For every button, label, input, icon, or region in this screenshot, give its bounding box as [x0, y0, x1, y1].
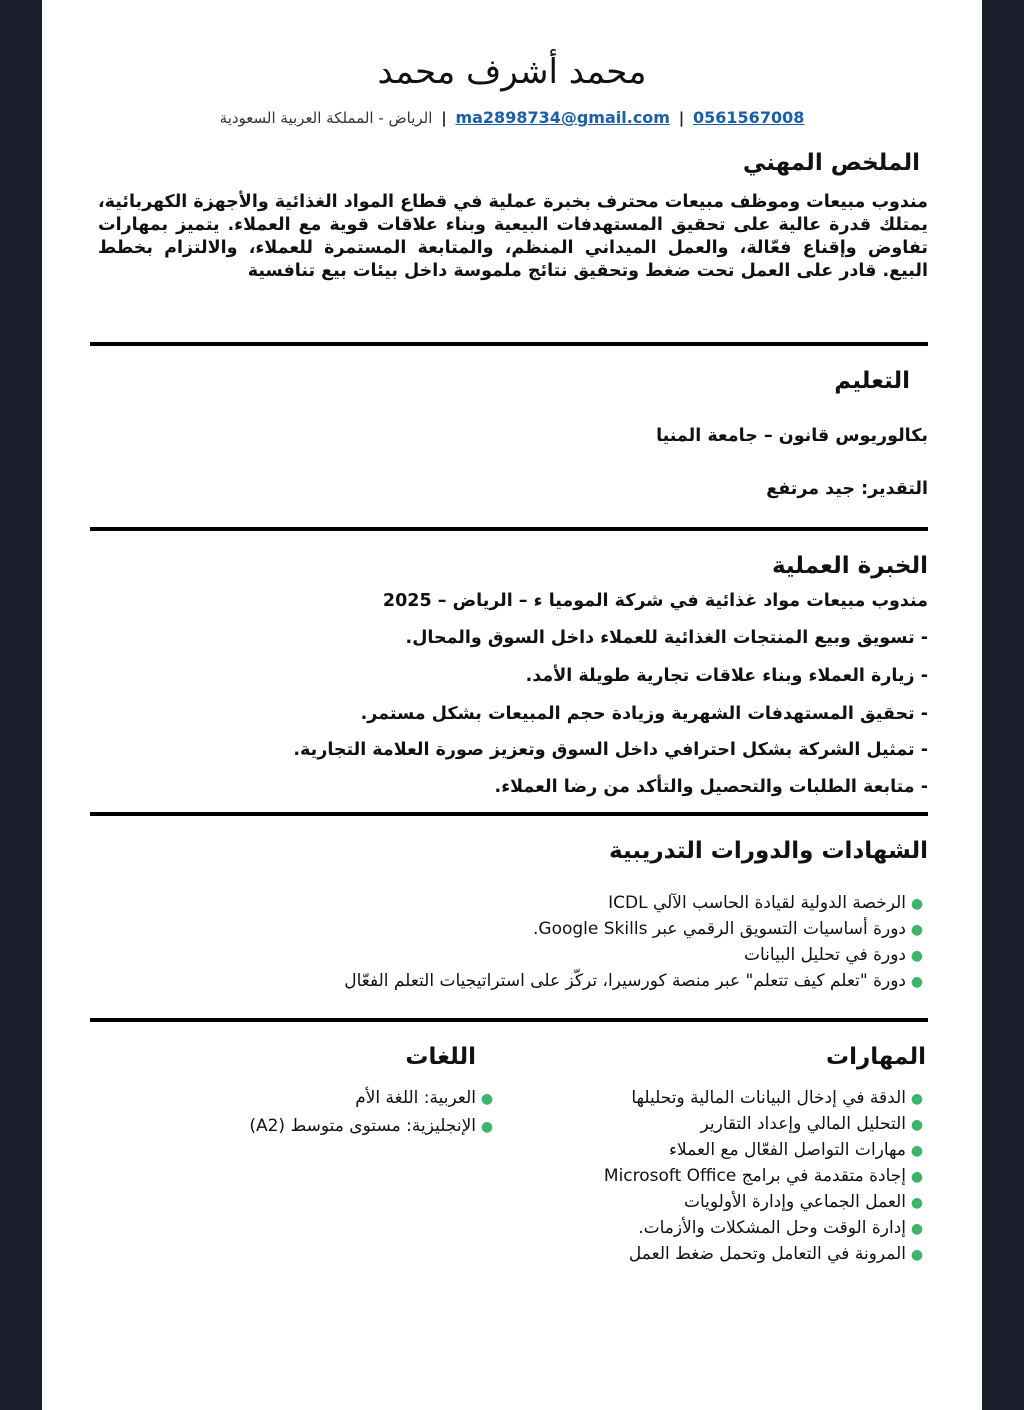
education-grade: التقدير: جيد مرتفع: [766, 479, 928, 499]
education-degree: بكالوريوس قانون – جامعة المنيا: [656, 426, 928, 446]
list-item: ●مهارات التواصل الفعّال مع العملاء: [604, 1140, 928, 1166]
list-item: ●العربية: اللغة الأم: [249, 1088, 498, 1116]
bullet-dot-icon: ●: [910, 922, 924, 938]
bullet-dot-icon: ●: [480, 1091, 494, 1107]
bullet-dot-icon: ●: [910, 1195, 924, 1211]
full-name: محمد أشرف محمد: [377, 52, 647, 92]
section-divider: [90, 812, 928, 816]
bullet-dot-icon: ●: [910, 1247, 924, 1263]
list-item: ●الإنجليزية: مستوى متوسط (A2): [249, 1116, 498, 1144]
location-text: الرياض - المملكة العربية السعودية: [219, 109, 433, 127]
experience-job-title: مندوب مبيعات مواد غذائية في شركة الموميا ء – الرياض – 2025: [382, 591, 928, 611]
experience-item: - تسويق وبيع المنتجات الغذائية للعملاء داخل السوق والمحال.: [405, 628, 928, 648]
languages-heading: اللغات: [405, 1044, 476, 1070]
skills-list: [604, 1088, 928, 1270]
languages-list: [249, 1088, 498, 1144]
summary-text: مندوب مبيعات وموظف مبيعات محترف بخبرة عملية في قطاع المواد الغذائية والأجهزة الكهربائية، يمتلك قدرة عالية على تحقيق المستهدفات البيعية وبناء علاقات قوية مع العملاء. يتميز بمهارات تفاوض وإقناع فعّالة، والعمل الميداني المنظم، والمتابعة المستمرة للعملاء، والالتزام بخطط البيع. قادر على العمل تحت ضغط وتحقيق نتائج ملموسة داخل بيئات بيع تنافسية: [98, 192, 928, 281]
bullet-dot-icon: ●: [910, 948, 924, 964]
bullet-dot-icon: ●: [910, 1221, 924, 1237]
contact-separator: |: [441, 109, 447, 127]
list-item: ●الرخصة الدولية لقيادة الحاسب الآلي ICDL: [344, 893, 928, 919]
bullet-dot-icon: ●: [910, 1091, 924, 1107]
list-item: ●دورة "تعلم كيف تتعلم" عبر منصة كورسيرا، تركّز على استراتيجيات التعلم الفعّال: [344, 971, 928, 997]
list-item: ●العمل الجماعي وإدارة الأولويات: [604, 1192, 928, 1218]
list-item: ●الدقة في إدخال البيانات المالية وتحليلها: [604, 1088, 928, 1114]
section-divider: [90, 527, 928, 531]
experience-heading: الخبرة العملية: [771, 553, 928, 579]
list-item: ●دورة في تحليل البيانات: [344, 945, 928, 971]
skills-heading: المهارات: [826, 1044, 926, 1070]
list-item: ●المرونة في التعامل وتحمل ضغط العمل: [604, 1244, 928, 1270]
bullet-dot-icon: ●: [910, 974, 924, 990]
experience-item: - زيارة العملاء وبناء علاقات تجارية طويلة الأمد.: [525, 666, 928, 686]
bullet-dot-icon: ●: [910, 896, 924, 912]
section-divider: [90, 342, 928, 346]
bullet-dot-icon: ●: [910, 1143, 924, 1159]
experience-item: - تحقيق المستهدفات الشهرية وزيادة حجم المبيعات بشكل مستمر.: [360, 704, 928, 724]
contact-separator: |: [678, 109, 685, 127]
list-item: ●إدارة الوقت وحل المشكلات والأزمات.: [604, 1218, 928, 1244]
list-item: ●التحليل المالي وإعداد التقارير: [604, 1114, 928, 1140]
education-heading: التعليم: [834, 368, 910, 394]
contact-line: [0, 108, 1024, 127]
bullet-dot-icon: ●: [480, 1119, 494, 1135]
bullet-dot-icon: ●: [910, 1169, 924, 1185]
email-link[interactable]: ma2898734@gmail.com: [455, 108, 670, 127]
certifications-heading: الشهادات والدورات التدريبية: [609, 838, 928, 864]
bullet-dot-icon: ●: [910, 1117, 924, 1133]
experience-item: - متابعة الطلبات والتحصيل والتأكد من رضا العملاء.: [494, 777, 928, 797]
list-item: ●دورة أساسيات التسويق الرقمي عبر Google Skills.: [344, 919, 928, 945]
section-divider: [90, 1018, 928, 1022]
experience-item: - تمثيل الشركة بشكل احترافي داخل السوق وتعزيز صورة العلامة التجارية.: [293, 740, 928, 760]
summary-heading: الملخص المهني: [742, 150, 920, 176]
certifications-list: [344, 893, 928, 997]
phone-link[interactable]: 0561567008: [693, 108, 805, 127]
list-item: ●إجادة متقدمة في برامج Microsoft Office: [604, 1166, 928, 1192]
